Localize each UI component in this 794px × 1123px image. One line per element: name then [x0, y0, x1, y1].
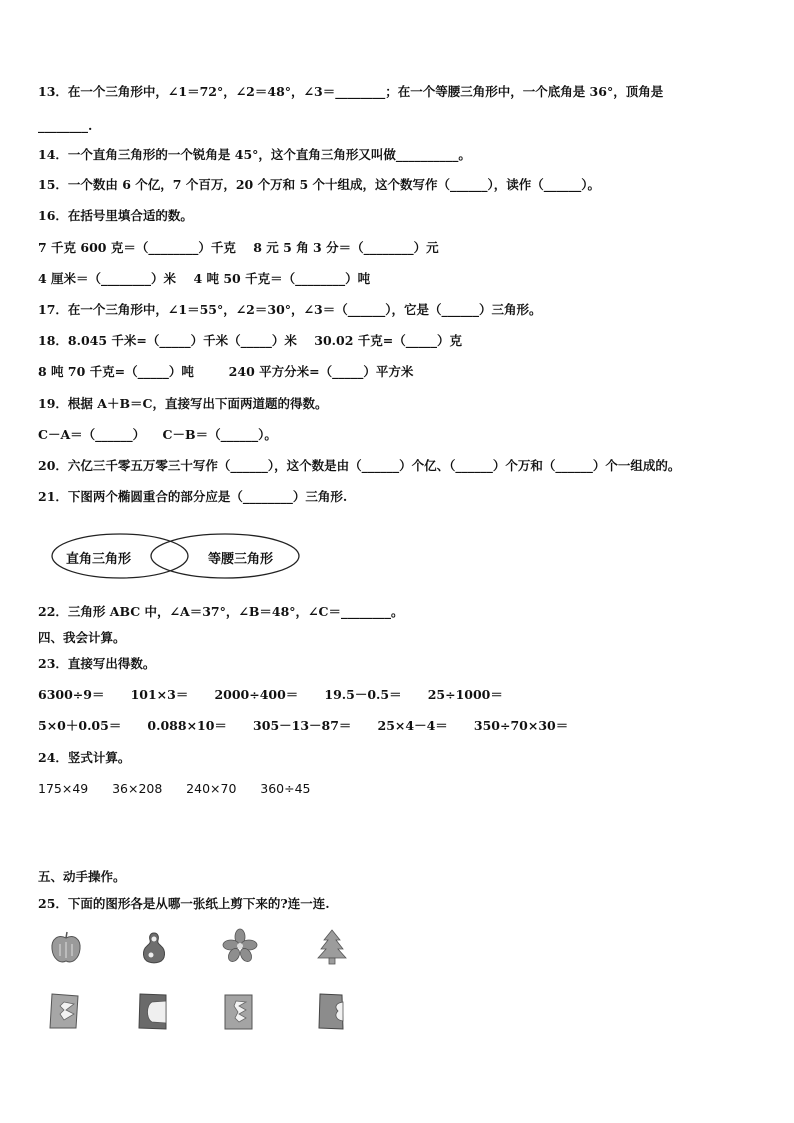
q17: 17．在一个三角形中，∠1＝55°，∠2＝30°，∠3＝（______），它是（______）三角形。: [38, 302, 542, 317]
q16-row2: 4 厘米＝（________）米 4 吨 50 千克＝（________）吨: [38, 271, 371, 286]
q21: 21．下图两个椭圆重合的部分应是（________）三角形.: [38, 489, 348, 504]
q19: 19．根据 A＋B＝C，直接写出下面两道题的得数。: [38, 396, 328, 411]
q16: 16．在括号里填合适的数。: [38, 208, 193, 223]
q23-row1: 6300÷9＝ 101×3＝ 2000÷400＝ 19.5－0.5＝ 25÷1000＝: [38, 687, 503, 702]
cut-paper-4-icon: [314, 992, 348, 1032]
venn-left-label: 直角三角形: [66, 552, 132, 567]
q22: 22．三角形 ABC 中，∠A＝37°，∠B＝48°，∠C＝________。: [38, 604, 404, 619]
q23: 23．直接写出得数。: [38, 656, 156, 671]
q20: 20．六亿三千零五万零三十写作（______），这个数是由（______）个亿、（______）个万和（______）个一组成的。: [38, 458, 681, 473]
gourd-shape-icon: [136, 930, 172, 966]
q15: 15．一个数由 6 个亿，7 个百万，20 个万和 5 个十组成，这个数写作（______），读作（______）。: [38, 177, 600, 192]
q16-row1: 7 千克 600 克＝（________）千克 8 元 5 角 3 分＝（________）元: [38, 240, 439, 255]
q14: 14．一个直角三角形的一个锐角是 45°，这个直角三角形又叫做__________。: [38, 147, 471, 162]
q23-row2: 5×0＋0.05＝ 0.088×10＝ 305－13－87＝ 25×4－4＝ 350÷70×30＝: [38, 718, 569, 733]
q13-line1: 13．在一个三角形中，∠1＝72°，∠2＝48°，∠3＝________；在一个等腰三角形中，一个底角是 36°，顶角是: [38, 84, 664, 99]
q18-row1: 18．8.045 千米=（_____）千米（_____）米 30.02 千克=（_____）克: [38, 333, 462, 348]
cut-paper-3-icon: [222, 992, 256, 1032]
q19-answers: C－A＝（______） C－B＝（______）。: [38, 427, 277, 442]
flower-shape-icon: [222, 928, 258, 966]
venn-right-label: 等腰三角形: [208, 552, 274, 567]
cut-paper-1-icon: [48, 992, 82, 1032]
q24: 24．竖式计算。: [38, 750, 131, 765]
q24-problems: 175×49 36×208 240×70 360÷45: [38, 781, 311, 796]
apple-shape-icon: [48, 930, 84, 966]
section-4-heading: 四、我会计算。: [38, 630, 126, 645]
q13-line2: ________.: [38, 118, 93, 133]
tree-shape-icon: [314, 928, 350, 966]
cut-paper-2-icon: [136, 992, 170, 1032]
q25: 25．下面的图形各是从哪一张纸上剪下来的?连一连.: [38, 896, 330, 911]
q18-row2: 8 吨 70 千克=（_____）吨 240 平方分米=（_____）平方米: [38, 364, 414, 379]
section-5-heading: 五、动手操作。: [38, 869, 126, 884]
